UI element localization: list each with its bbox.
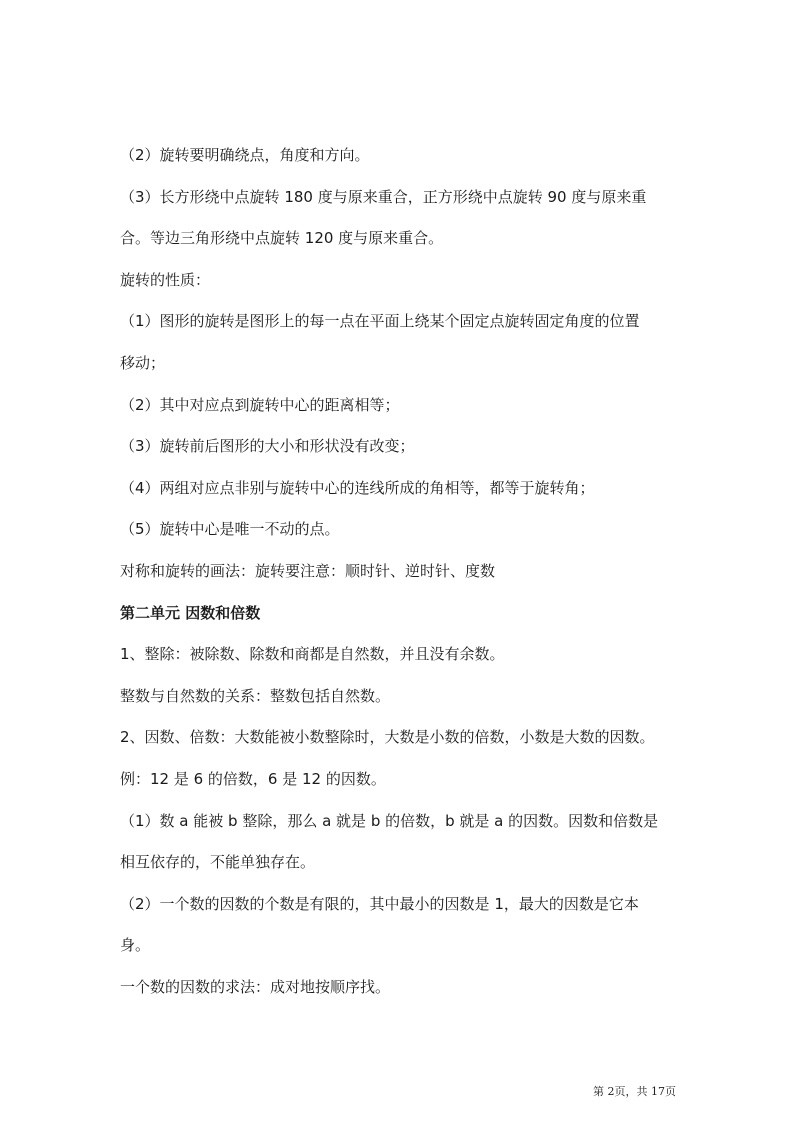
text-line: （3）旋转前后图形的大小和形状没有改变； [120, 437, 415, 456]
text-line: （5）旋转中心是唯一不动的点。 [120, 520, 340, 539]
page-number-footer: 第 2页，共 17页 [593, 1085, 676, 1098]
text-line: 例：12 是 6 的倍数，6 是 12 的因数。 [120, 769, 386, 788]
text-line: （2）其中对应点到旋转中心的距离相等； [120, 395, 400, 414]
text-line: （1）数 a 能被 b 整除，那么 a 就是 b 的倍数，b 就是 a 的因数。因数和倍数是 [120, 811, 659, 830]
text-line: 旋转的性质： [120, 270, 211, 289]
text-line: 身。 [120, 936, 151, 955]
text-line: 移动； [120, 353, 166, 372]
page-content [120, 143, 680, 1016]
text-line: 对称和旋转的画法：旋转要注意：顺时针、逆时针、度数 [120, 561, 496, 580]
section-heading: 第二单元 因数和倍数 [120, 603, 261, 622]
text-line: 1、整除：被除数、除数和商都是自然数，并且没有余数。 [120, 645, 505, 664]
text-line: （2）旋转要明确绕点，角度和方向。 [120, 146, 370, 164]
text-line: 相互依存的，不能单独存在。 [120, 853, 316, 872]
text-line: （1）图形的旋转是图形上的每一点在平面上绕某个固定点旋转固定角度的位置 [120, 312, 640, 331]
text-line: 整数与自然数的关系：整数包括自然数。 [120, 686, 391, 705]
text-line: （2）一个数的因数的个数是有限的，其中最小的因数是 1，最大的因数是它本 [120, 894, 639, 913]
text-line: 2、因数、倍数：大数能被小数整除时，大数是小数的倍数，小数是大数的因数。 [120, 728, 655, 747]
text-line: 一个数的因数的求法：成对地按顺序找。 [120, 977, 391, 996]
text-line: 合。等边三角形绕中点旋转 120 度与原来重合。 [120, 229, 444, 248]
text-line: （3）长方形绕中点旋转 180 度与原来重合，正方形绕中点旋转 90 度与原来重 [120, 187, 647, 206]
text-line: （4）两组对应点非别与旋转中心的连线所成的角相等，都等于旋转角； [120, 478, 595, 497]
